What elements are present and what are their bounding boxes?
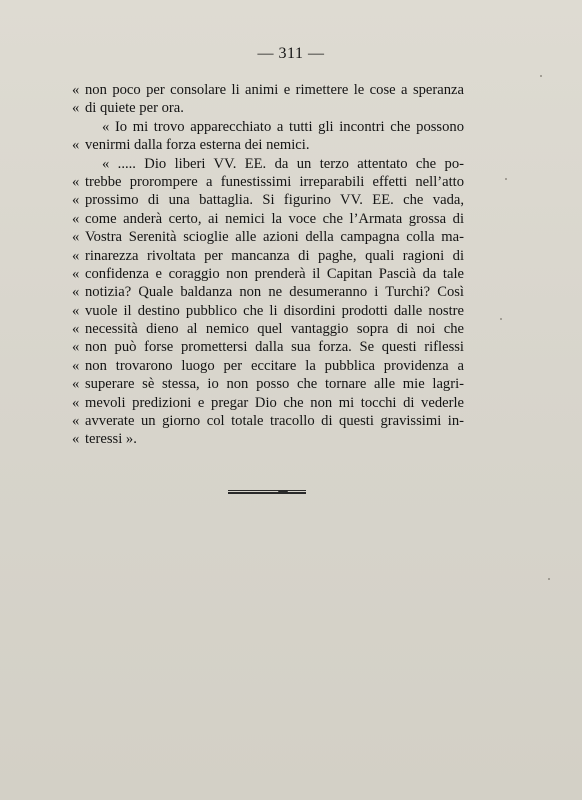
quote-mark: « — [72, 302, 80, 319]
line-text: non trovarono luogo per eccitare la pubblica providenza a — [85, 357, 464, 374]
text-line — [72, 118, 464, 136]
quote-mark: « — [72, 210, 80, 227]
line-text: teressi ». — [85, 431, 137, 448]
text-line — [72, 191, 464, 209]
line-text: notizia? Quale baldanza non ne desumeranno i Turchi? Così — [85, 284, 464, 301]
quote-mark: « — [72, 82, 80, 98]
line-text: « ..... Dio liberi VV. EE. da un terzo attentato che po- — [102, 155, 464, 172]
text-line — [72, 155, 464, 173]
page-number: — 311 — — [257, 45, 325, 62]
text-line — [72, 375, 464, 393]
line-text: « Io mi trovo apparecchiato a tutti gli incontri che possono — [102, 118, 464, 135]
line-text: di quiete per ora. — [85, 100, 184, 117]
text-line — [72, 412, 464, 430]
quote-mark: « — [72, 173, 80, 190]
text-line — [72, 320, 464, 338]
quote-mark: « — [72, 137, 80, 154]
quote-mark: « — [72, 265, 80, 282]
line-text: superare sè stessa, io non posso che tornare alle mie lagri- — [85, 376, 464, 393]
quote-mark: « — [72, 357, 80, 374]
line-text: prossimo di una battaglia. Si figurino VV. EE. che vada, — [85, 192, 464, 209]
quote-mark: « — [72, 192, 80, 209]
text-line — [72, 136, 464, 154]
quote-mark: « — [72, 339, 80, 356]
paper-speck — [500, 318, 502, 320]
text-line — [72, 247, 464, 265]
text-line — [72, 265, 464, 283]
text-line — [72, 99, 464, 117]
quote-mark: « — [72, 247, 80, 264]
line-text: non può forse promettersi dalla sua forza. Se questi riflessi — [85, 339, 464, 356]
line-text: trebbe prorompere a funestissimi irreparabili effetti nell’atto — [85, 173, 464, 190]
quote-mark: « — [72, 413, 80, 430]
quote-mark: « — [72, 229, 80, 246]
text-line — [72, 283, 464, 301]
line-text: venirmi dalla forza esterna dei nemici. — [85, 137, 310, 154]
quote-mark: « — [72, 431, 80, 448]
text-line — [72, 357, 464, 375]
text-line — [72, 338, 464, 356]
quote-mark: « — [72, 321, 80, 338]
line-text: confidenza e coraggio non prenderà il Capitan Pascià da tale — [85, 265, 464, 282]
end-ornament-rule — [228, 490, 306, 495]
line-text: avverate un giorno col totale tracollo di questi gravissimi in- — [85, 413, 464, 430]
paper-speck — [540, 75, 542, 77]
paper-speck — [505, 178, 507, 180]
line-text: vuole il destino pubblico che li disordini prodotti dalle nostre — [85, 302, 464, 319]
paper-speck — [548, 578, 550, 580]
quote-mark: « — [72, 376, 80, 393]
text-line — [72, 81, 464, 99]
line-text: mevoli predizioni e pregar Dio che non mi tocchi di vederle — [85, 394, 464, 411]
text-line — [72, 430, 464, 448]
quote-mark: « — [72, 284, 80, 301]
text-line — [72, 173, 464, 191]
quote-mark: « — [72, 100, 80, 117]
line-text: non poco per consolare li animi e rimettere le cose a speranza — [85, 82, 464, 98]
line-text: come anderà certo, ai nemici la voce che l’Armata grossa di — [85, 210, 464, 227]
quote-mark: « — [72, 394, 80, 411]
text-line — [72, 302, 464, 320]
line-text: rinarezza rivoltata per mancanza di paghe, quali ragioni di — [85, 247, 464, 264]
text-line — [72, 228, 464, 246]
text-line — [72, 394, 464, 412]
line-text: Vostra Serenità scioglie alle azioni della campagna colla ma- — [85, 229, 464, 246]
line-text: necessità dieno al nemico quel vantaggio sopra di noi che — [85, 321, 464, 338]
text-line — [72, 210, 464, 228]
body-text — [72, 81, 464, 449]
